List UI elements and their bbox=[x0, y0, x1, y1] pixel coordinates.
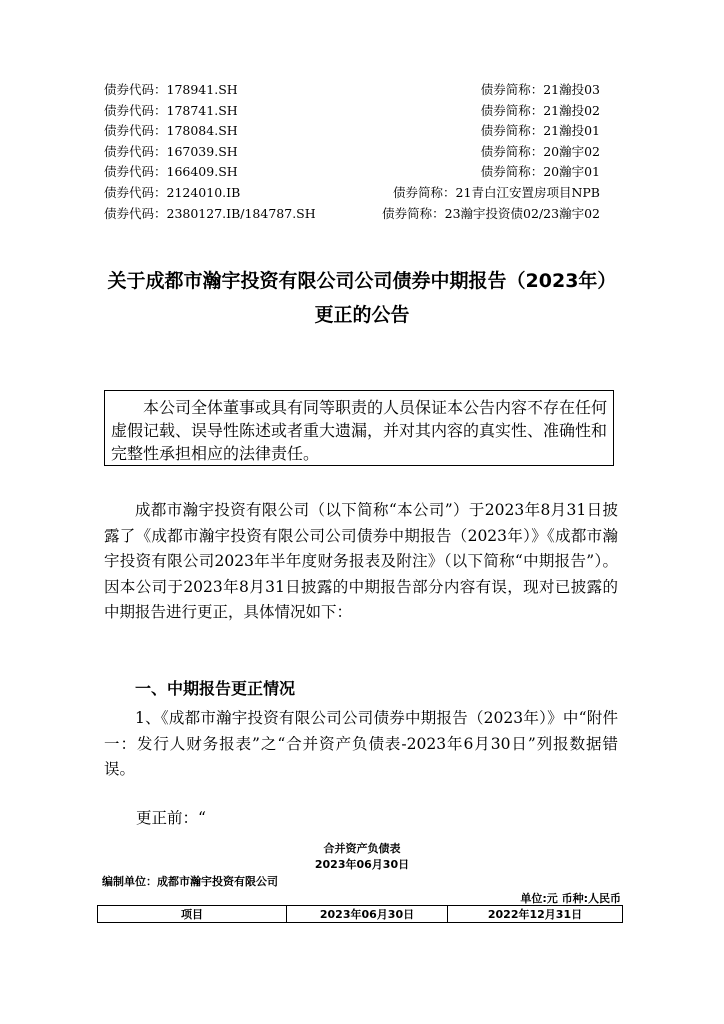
compiler-unit: 编制单位：成都市瀚宇投资有限公司 bbox=[102, 875, 278, 888]
table-header-row bbox=[98, 906, 623, 923]
disclaimer-text: 本公司全体董事或具有同等职责的人员保证本公告内容不存在任何虚假记载、误导性陈述或者重大遗漏，并对其内容的真实性、准确性和完整性承担相应的法律责任。 bbox=[111, 398, 608, 463]
bond-code-row bbox=[104, 183, 600, 204]
bond-short-name: 债券简称：23瀚宇投资债02/23瀚宇02 bbox=[382, 205, 600, 221]
bond-short-name: 债券简称：21瀚投03 bbox=[480, 82, 600, 97]
bond-code-row bbox=[104, 101, 600, 122]
bond-code-row bbox=[104, 142, 600, 163]
item1-paragraph: 1、《成都市瀚宇投资有限公司公司债券中期报告（2023年）》中“附件一：发行人财务报表”之“合并资产负债表-2023年6月30日”列报数据错误。 bbox=[104, 709, 618, 778]
bond-code-row bbox=[104, 162, 600, 183]
bond-code: 债券代码：178941.SH bbox=[104, 82, 238, 97]
before-correction-label: 更正前：“ bbox=[136, 809, 206, 827]
column-header-current: 2023年06月30日 bbox=[287, 906, 448, 923]
disclaimer-box bbox=[104, 390, 614, 466]
bond-code: 债券代码：167039.SH bbox=[104, 143, 238, 159]
bond-short-name: 债券简称：20瀚宇01 bbox=[480, 164, 600, 180]
currency-unit: 单位:元 币种:人民币 bbox=[520, 892, 621, 905]
intro-paragraph-block bbox=[104, 498, 618, 626]
balance-sheet-date: 2023年06月30日 bbox=[314, 858, 410, 871]
item1-block bbox=[104, 706, 618, 783]
bond-short-name: 债券简称：21瀚投02 bbox=[480, 102, 600, 118]
balance-sheet-table bbox=[97, 905, 623, 923]
column-header-item: 项目 bbox=[98, 906, 287, 923]
balance-sheet-title: 合并资产负债表 bbox=[323, 842, 401, 855]
bond-short-name: 债券简称：21瀚投01 bbox=[480, 123, 600, 139]
bond-code: 债券代码：166409.SH bbox=[104, 164, 238, 180]
announcement-title-line2: 更正的公告 bbox=[314, 304, 410, 326]
bond-code-row bbox=[104, 121, 600, 142]
bond-code: 债券代码：2380127.IB/184787.SH bbox=[104, 205, 316, 221]
intro-paragraph: 成都市瀚宇投资有限公司（以下简称“本公司”）于2023年8月31日披露了《成都市瀚宇投资有限公司公司债券中期报告（2023年）》《成都市瀚宇投资有限公司2023年半年度财务报表及附注》（以下简称“中期报告”）。因本公司于2023年8月31日披露的中期报告部分内容有误，现对已披露的中期报告进行更正，具体情况如下： bbox=[104, 501, 618, 621]
bond-short-name: 债券简称：21青白江安置房项目NPB bbox=[393, 184, 600, 200]
bond-short-name: 债券简称：20瀚宇02 bbox=[480, 143, 600, 159]
bond-code-row bbox=[104, 80, 600, 101]
bond-code: 债券代码：178084.SH bbox=[104, 123, 238, 139]
bond-code-list bbox=[104, 80, 600, 224]
announcement-title-line1: 关于成都市瀚宇投资有限公司公司债券中期报告（2023年） bbox=[107, 270, 617, 292]
bond-code: 债券代码：178741.SH bbox=[104, 102, 238, 118]
bond-code: 债券代码：2124010.IB bbox=[104, 184, 241, 200]
column-header-prior: 2022年12月31日 bbox=[448, 906, 623, 923]
section-heading: 一、中期报告更正情况 bbox=[135, 679, 296, 698]
bond-code-row bbox=[104, 204, 600, 225]
